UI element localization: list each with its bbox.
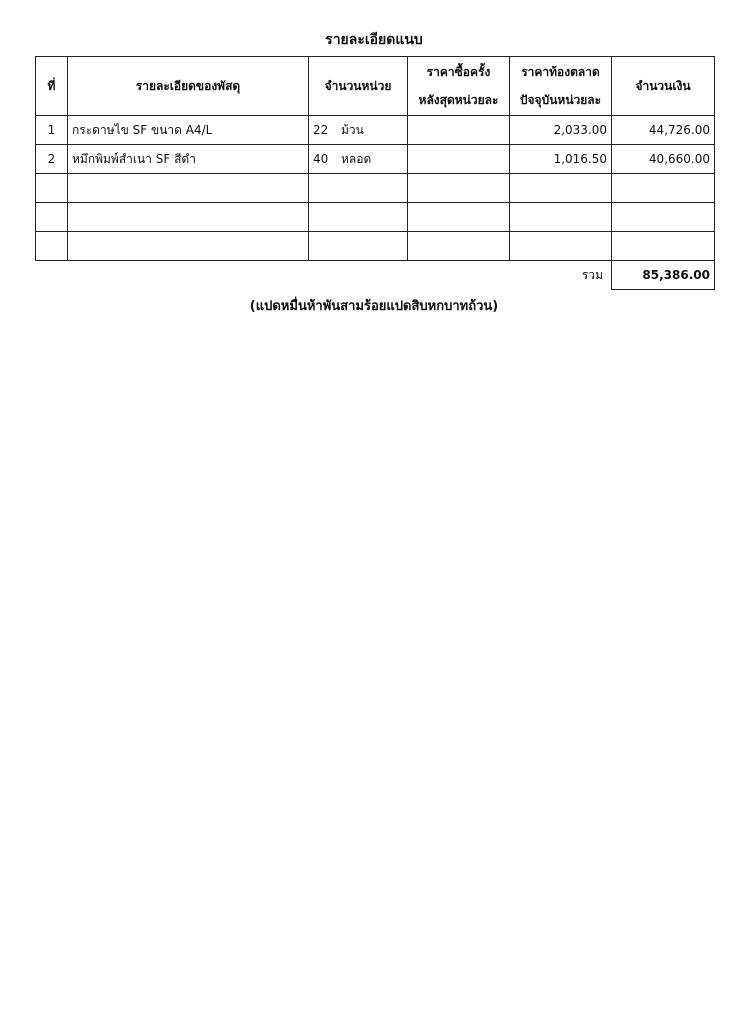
header-last-price-line1: ราคาซื้อครั้ง (426, 65, 491, 79)
header-market-price (510, 57, 612, 116)
row-qty-number: 40 (313, 151, 329, 166)
header-last-price-line2: หลังสุดหน่วยละ (418, 93, 499, 107)
row-amount: 44,726.00 (612, 116, 715, 145)
row-quantity (309, 232, 408, 261)
table-row (36, 203, 715, 232)
row-last-price (408, 232, 510, 261)
row-description (68, 174, 309, 203)
row-no: 1 (36, 116, 68, 145)
row-no (36, 174, 68, 203)
row-amount (612, 203, 715, 232)
row-qty-number: 22 (313, 122, 329, 137)
page-title: รายละเอียดแนบ (325, 32, 423, 48)
row-last-price (408, 116, 510, 145)
row-quantity (309, 203, 408, 232)
row-market-price (510, 174, 612, 203)
row-last-price (408, 145, 510, 174)
header-market-price-line1: ราคาท้องตลาด (521, 65, 600, 79)
table-row (36, 145, 715, 174)
table-header-row (36, 57, 715, 116)
row-description: กระดาษไข SF ขนาด A4/L (68, 116, 309, 145)
row-amount: 40,660.00 (612, 145, 715, 174)
amount-in-words: (แปดหมื่นห้าพันสามร้อยแปดสิบหกบาทถ้วน) (249, 299, 499, 314)
header-amount: จำนวนเงิน (612, 57, 715, 116)
header-market-price-line2: ปัจจุบันหน่วยละ (519, 93, 602, 107)
row-amount (612, 232, 715, 261)
row-market-price (510, 232, 612, 261)
row-market-price (510, 203, 612, 232)
row-qty-unit: ม้วน (341, 122, 364, 137)
row-last-price (408, 203, 510, 232)
row-quantity (309, 145, 408, 174)
table-row (36, 232, 715, 261)
row-last-price (408, 174, 510, 203)
header-description: รายละเอียดของพัสดุ (68, 57, 309, 116)
row-market-price: 1,016.50 (510, 145, 612, 174)
table-row (36, 174, 715, 203)
total-label: รวม (581, 267, 603, 282)
row-qty-unit: หลอด (341, 151, 372, 166)
header-no: ที่ (36, 57, 68, 116)
header-quantity: จำนวนหน่วย (309, 57, 408, 116)
row-market-price: 2,033.00 (510, 116, 612, 145)
row-no (36, 203, 68, 232)
total-row (36, 261, 715, 290)
row-no: 2 (36, 145, 68, 174)
total-value: 85,386.00 (612, 261, 715, 290)
row-no (36, 232, 68, 261)
row-quantity (309, 174, 408, 203)
row-description: หมึกพิมพ์สำเนา SF สีดำ (68, 145, 309, 174)
header-last-price (408, 57, 510, 116)
row-description (68, 232, 309, 261)
row-description (68, 203, 309, 232)
table-row (36, 116, 715, 145)
row-quantity (309, 116, 408, 145)
row-amount (612, 174, 715, 203)
items-table (35, 56, 715, 290)
